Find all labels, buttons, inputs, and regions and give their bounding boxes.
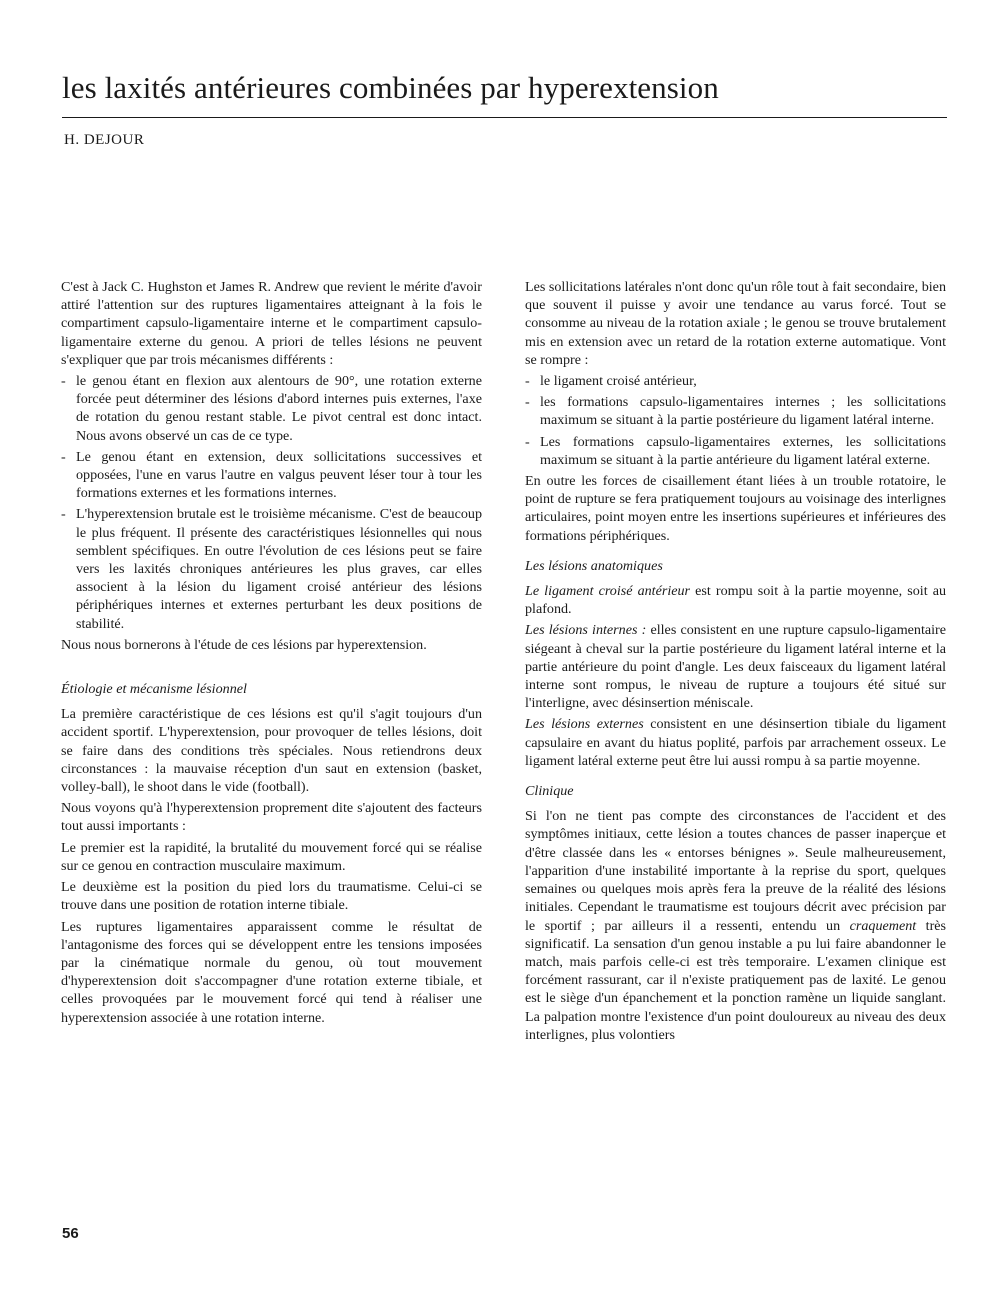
list-item: - les formations capsulo-ligamentaires internes ; les sollicitations maximum se situant à la partie postérieure du ligament latéral interne. (525, 393, 946, 429)
rupture-list (525, 372, 946, 469)
paragraph: En outre les forces de cisaillement étant liées à un trouble rotatoire, le point de rupture se fera pratiquement toujours au voisinage des interlignes articulaires, point moyen entre les insertions supérieures et inférieures des formations périphériques. (525, 473, 946, 544)
paragraph: Le deuxième est la position du pied lors du traumatisme. Celui-ci se trouve dans une position de rotation interne tibiale. (61, 879, 482, 914)
lead-phrase: Le ligament croisé antérieur (525, 583, 691, 600)
paragraph-text: elles consistent en une rupture capsulo-ligamentaire siégeant à cheval sur la partie postérieure du ligament latéral interne et la partie antérieure du point d'angle. Les deux faisceaux du ligament latéral interne sont rompus, le niveau de rupture a toujours été situé sur l'interligne, avec désinsertion méniscale. (525, 622, 946, 712)
article-title: les laxités antérieures combinées par hyperextension (62, 70, 719, 105)
section-heading-etiologie: Étiologie et mécanisme lésionnel (61, 681, 247, 698)
paragraph: Les ruptures ligamentaires apparaissent comme le résultat de l'antagonisme des forces qui se développent entre les tensions imposées par la cinématique normale du genou, où tout mouvement d'hyperextension doit s'accompagner d'une rotation externe tibiale, et celles provoquées par le mouvement forcé qui tend à réaliser une hyperextension associée à une rotation interne. (61, 918, 482, 1026)
paragraph: Les sollicitations latérales n'ont donc qu'un rôle tout à fait secondaire, bien que souvent il puisse y avoir une tendance au varus forcé. Tout se consomme au niveau de la rotation axiale ; le genou se trouve brutalement mis en extension avec un retard de la rotation externe automatique. Vont se rompre : (525, 279, 946, 368)
paragraph: La première caractéristique de ces lésions est qu'il s'agit toujours d'un accident sportif. L'hyperextension, pour provoquer de telles lésions, doit se faire dans des conditions très spéciales. Nous retiendrons deux circonstances : la mauvaise réception d'un saut en extension (basket, volley-ball), le shoot dans le vide (football). (61, 706, 482, 796)
lead-phrase: Les lésions internes : (525, 622, 647, 639)
section-heading-clinique: Clinique (525, 783, 574, 800)
paragraph (525, 807, 946, 1044)
paragraph-text: est rompu soit à la partie moyenne, soit au plafond. (525, 583, 946, 618)
list-item: - Les formations capsulo-ligamentaires externes, les sollicitations maximum se situant à la partie antérieure du ligament latéral externe. (525, 433, 946, 469)
paragraph-text: très significatif. La sensation d'un genou instable a pu lui faire abandonner le match, mais parfois celle-ci est très temporaire. L'examen clinique est forcément rassurant, car il n'existe pratiquement pas de laxité. Le genou est le siège d'un épanchement et la ponction ramène un liquide sanglant. La palpation montre l'existence d'un point douloureux au niveau des deux interlignes, plus volontiers (525, 917, 947, 1043)
scope-paragraph: Nous nous bornerons à l'étude de ces lésions par hyperextension. (61, 636, 427, 653)
author-name: H. DEJOUR (64, 132, 145, 148)
left-column (61, 278, 482, 1030)
paragraph (525, 715, 946, 770)
list-item: - le ligament croisé antérieur, (525, 372, 946, 390)
paragraph: Le premier est la rapidité, la brutalité du mouvement forcé qui se réalise sur ce genou en contraction musculaire maximum. (61, 839, 482, 874)
list-item: - L'hyperextension brutale est le troisième mécanisme. C'est de beaucoup le plus fréquent. Il présente des caractéristiques lésionnelles qui nous semblent spécifiques. En outre l'évolution de ces lésions peut se faire vers les laxités chroniques antérieures les plus graves, car elles associent à la lésion du ligament croisé antérieur des lésions périphériques internes et externes perturbant les deux positions de stabilité. (61, 505, 482, 632)
list-item: - le genou étant en flexion aux alentours de 90°, une rotation externe forcée peut déterminer des lésions d'abord internes puis externes, l'axe de rotation du genou restant stable. Le pivot central est donc intact. Nous avons observé un cas de ce type. (61, 372, 482, 445)
section-heading-lesions: Les lésions anatomiques (525, 557, 663, 574)
page-number: 56 (62, 1225, 79, 1242)
paragraph: Nous voyons qu'à l'hyperextension proprement dite s'ajoutent des facteurs tout aussi importants : (61, 800, 482, 835)
paragraph-text: consistent en une désinsertion tibiale du ligament capsulaire en avant du hiatus poplité, parfois par arrachement osseux. Le ligament latéral externe peut être lui aussi rompu à sa partie moyenne. (525, 716, 947, 769)
lead-phrase: Les lésions externes (525, 716, 644, 733)
intro-paragraph: C'est à Jack C. Hughston et James R. Andrew que revient le mérite d'avoir attiré l'attention sur des ruptures ligamentaires atteignant à la fois le compartiment capsulo-ligamentaire interne et le compartiment capsulo-ligamentaire externe du genou. A priori de telles lésions ne peuvent s'expliquer que par trois mécanismes différents : (61, 279, 482, 368)
title-rule (62, 117, 947, 118)
list-item: - Le genou étant en extension, deux sollicitations successives et opposées, l'une en varus l'autre en valgus peuvent léser tour à tour les formations externes et les formations internes. (61, 448, 482, 503)
paragraph (525, 582, 946, 618)
emphasis-word: craquement (849, 917, 917, 934)
paragraph (525, 621, 946, 712)
paragraph-text: Si l'on ne tient pas compte des circonstances de l'accident et des symptômes initiaux, cette lésion a toutes chances de passer inaperçue et d'être classée dans les « entorses bénignes ». Seule malheureusement, l'apparition d'une instabilité importante à la reprise du sport, quelques semaines ou quelques mois après fera la preuve de la réalité des lésions initiales. Cependant le traumatisme est toujours décrit avec précision par le sportif ; par ailleurs il a ressenti, entendu un (525, 808, 946, 934)
mechanism-list (61, 372, 482, 633)
right-column (525, 278, 946, 1047)
